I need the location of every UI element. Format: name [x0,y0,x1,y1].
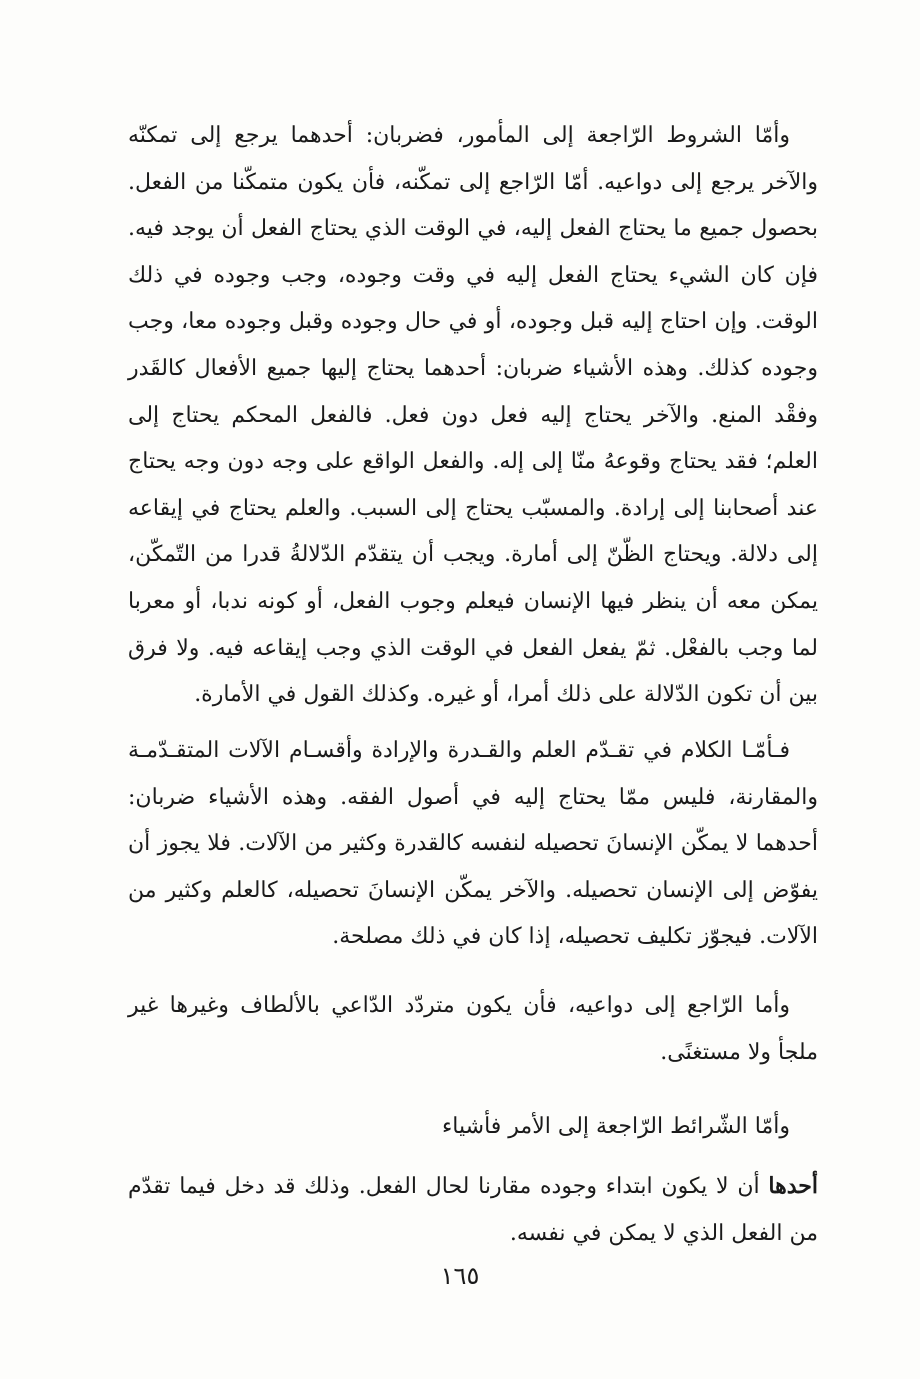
paragraph-conditions-of-command: وأمّا الشّرائط الرّاجعة إلى الأمر فأشياء [441,1114,790,1139]
page-number: ١٦٥ [440,1262,480,1290]
paragraph-body: أن لا يكون ابتداء وجوده مقارنا لحال الفعل. وذلك قد دخل فيما تقدّم من الفعل الذي لا يمكن في نفسه. [128,1174,818,1246]
paragraph-first-condition [128,1163,818,1257]
paragraph-motives: وأما الرّاجع إلى دواعيه، فأن يكون متردّد الدّاعي بالألطاف وغيرها غير ملجأ ولا مستغنًى. [128,993,818,1065]
paragraph-lead-word: أحدها [768,1173,818,1199]
paragraph-knowledge-and-ability: فـأمّـا الكلام في تقـدّم العلم والقـدرة والإرادة وأقسـام الآلات المتقـدّمـة والمقارنة، فليس ممّا يحتاج إليه في أصول الفقه. وهذه الأشياء ضربان: أحدهما لا يمكّن الإنسانَ تحصيله لنفسه كالقدرة وكثير من الآلات. فلا يجوز أن يفوّض إلى الإنسان تحصيله. والآخر يمكّن الإنسانَ تحصيله، كالعلم وكثير من الآلات. فيجوّز تكليف تحصيله، إذا كان في ذلك مصلحة. [128,738,818,950]
paragraph-conditions-of-commanded: وأمّا الشروط الرّاجعة إلى المأمور، فضربان: أحدهما يرجع إلى تمكنّه والآخر يرجع إلى دواعيه. أمّا الرّاجع إلى تمكّنه، فأن يكون متمكّنا من الفعل. بحصول جميع ما يحتاج الفعل إليه، في الوقت الذي يحتاج الفعل أن يوجد فيه. فإن كان الشيء يحتاج الفعل إليه في وقت وجوده، وجب وجوده في ذلك الوقت. وإن احتاج إليه قبل وجوده، أو في حال وجوده وقبل وجوده معا، وجب وجوده كذلك. وهذه الأشياء ضربان: أحدهما يحتاج إليها جميع الأفعال كالقَدر وفقْد المنع. والآخر يحتاج إليه فعل دون فعل. فالفعل المحكم يحتاج إلى العلم؛ فقد يحتاج وقوعهُ منّا إلى إله. والفعل الواقع على وجه دون وجه يحتاج عند أصحابنا إلى إرادة. والمسبّب يحتاج إلى السبب. والعلم يحتاج في إيقاعه إلى دلالة. ويحتاج الظّنّ إلى أمارة. ويجب أن يتقدّم الدّلالةُ قدرا من التّمكّن، يمكن معه أن ينظر فيها الإنسان فيعلم وجوب الفعل، أو كونه ندبا، أو معربا لما وجب بالفعْل. ثمّ يفعل الفعل في الوقت الذي وجب إيقاعه فيه. ولا فرق بين أن تكون الدّلالة على ذلك أمرا، أو غيره. وكذلك القول في الأمارة. [128,123,818,708]
